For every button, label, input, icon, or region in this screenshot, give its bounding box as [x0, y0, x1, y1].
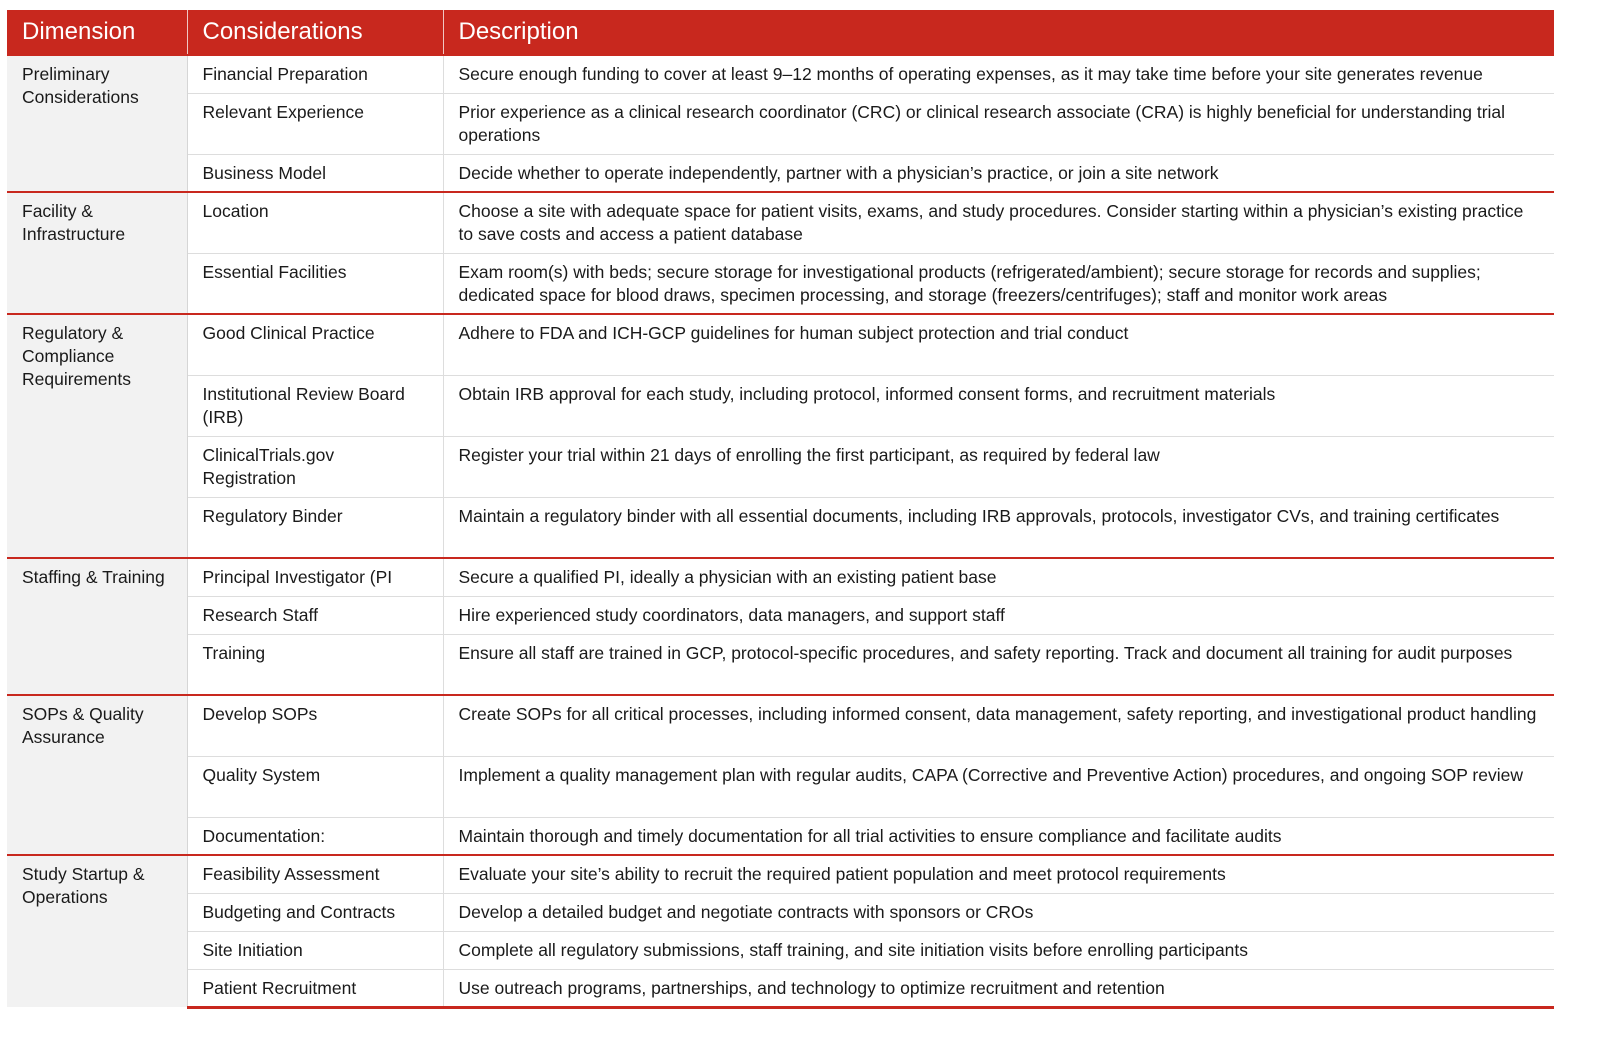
consideration-cell: Regulatory Binder: [187, 497, 443, 558]
table-row: [7, 192, 1554, 253]
description-cell: Implement a quality management plan with regular audits, CAPA (Corrective and Preventive Action) procedures, and ongoing SOP review: [443, 756, 1554, 817]
table-row: [7, 596, 1554, 634]
site-setup-table-container: [7, 10, 1554, 1009]
table-row: [7, 154, 1554, 192]
description-cell: Hire experienced study coordinators, data managers, and support staff: [443, 596, 1554, 634]
table-row: [7, 695, 1554, 756]
consideration-cell: Patient Recruitment: [187, 969, 443, 1007]
table-row: [7, 893, 1554, 931]
description-cell: Create SOPs for all critical processes, including informed consent, data management, safety reporting, and investigational product handling: [443, 695, 1554, 756]
dimension-cell: Regulatory & Compliance Requirements: [7, 314, 187, 558]
consideration-cell: Develop SOPs: [187, 695, 443, 756]
dimension-cell: Study Startup & Operations: [7, 855, 187, 1007]
dimension-cell: Facility & Infrastructure: [7, 192, 187, 314]
description-cell: Choose a site with adequate space for patient visits, exams, and study procedures. Consider starting within a physician’s existing practice to save costs and access a patient database: [443, 192, 1554, 253]
table-row: [7, 634, 1554, 695]
table-row: [7, 931, 1554, 969]
header-row: [7, 10, 1554, 55]
description-cell: Complete all regulatory submissions, staff training, and site initiation visits before enrolling participants: [443, 931, 1554, 969]
consideration-cell: Good Clinical Practice: [187, 314, 443, 375]
description-cell: Exam room(s) with beds; secure storage for investigational products (refrigerated/ambient); secure storage for records and supplies; dedicated space for blood draws, specimen processing, and storage (freezers/centrifuges); staff and monitor work areas: [443, 253, 1554, 314]
description-cell: Register your trial within 21 days of enrolling the first participant, as required by federal law: [443, 436, 1554, 497]
consideration-cell: Documentation:: [187, 817, 443, 855]
description-cell: Adhere to FDA and ICH-GCP guidelines for human subject protection and trial conduct: [443, 314, 1554, 375]
dimension-cell: Staffing & Training: [7, 558, 187, 695]
consideration-cell: Institutional Review Board (IRB): [187, 375, 443, 436]
consideration-cell: Business Model: [187, 154, 443, 192]
table-body: [7, 55, 1554, 1007]
consideration-cell: Quality System: [187, 756, 443, 817]
description-cell: Secure a qualified PI, ideally a physician with an existing patient base: [443, 558, 1554, 596]
table-row: [7, 855, 1554, 893]
description-cell: Obtain IRB approval for each study, including protocol, informed consent forms, and recruitment materials: [443, 375, 1554, 436]
description-cell: Prior experience as a clinical research coordinator (CRC) or clinical research associate (CRA) is highly beneficial for understanding trial operations: [443, 93, 1554, 154]
consideration-cell: Location: [187, 192, 443, 253]
table-row: [7, 55, 1554, 93]
consideration-cell: Training: [187, 634, 443, 695]
table-row: [7, 969, 1554, 1007]
table-row: [7, 817, 1554, 855]
table-row: [7, 253, 1554, 314]
description-cell: Maintain a regulatory binder with all essential documents, including IRB approvals, protocols, investigator CVs, and training certificates: [443, 497, 1554, 558]
table-row: [7, 497, 1554, 558]
consideration-cell: Principal Investigator (PI: [187, 558, 443, 596]
dimension-cell: SOPs & Quality Assurance: [7, 695, 187, 855]
table-row: [7, 756, 1554, 817]
table-row: [7, 314, 1554, 375]
table-header: [7, 10, 1554, 55]
header-considerations: Considerations: [187, 10, 443, 55]
table-row: [7, 558, 1554, 596]
site-setup-table: [7, 10, 1554, 1009]
description-cell: Secure enough funding to cover at least 9–12 months of operating expenses, as it may take time before your site generates revenue: [443, 55, 1554, 93]
table-row: [7, 93, 1554, 154]
consideration-cell: Relevant Experience: [187, 93, 443, 154]
table-row: [7, 375, 1554, 436]
consideration-cell: Financial Preparation: [187, 55, 443, 93]
consideration-cell: Budgeting and Contracts: [187, 893, 443, 931]
header-dimension: Dimension: [7, 10, 187, 55]
consideration-cell: Feasibility Assessment: [187, 855, 443, 893]
consideration-cell: Research Staff: [187, 596, 443, 634]
description-cell: Decide whether to operate independently, partner with a physician’s practice, or join a site network: [443, 154, 1554, 192]
description-cell: Evaluate your site’s ability to recruit the required patient population and meet protocol requirements: [443, 855, 1554, 893]
description-cell: Use outreach programs, partnerships, and technology to optimize recruitment and retention: [443, 969, 1554, 1007]
description-cell: Maintain thorough and timely documentation for all trial activities to ensure compliance and facilitate audits: [443, 817, 1554, 855]
consideration-cell: ClinicalTrials.gov Registration: [187, 436, 443, 497]
table-row: [7, 436, 1554, 497]
consideration-cell: Site Initiation: [187, 931, 443, 969]
consideration-cell: Essential Facilities: [187, 253, 443, 314]
description-cell: Ensure all staff are trained in GCP, protocol-specific procedures, and safety reporting. Track and document all training for audit purposes: [443, 634, 1554, 695]
description-cell: Develop a detailed budget and negotiate contracts with sponsors or CROs: [443, 893, 1554, 931]
header-description: Description: [443, 10, 1554, 55]
dimension-cell: Preliminary Considerations: [7, 55, 187, 192]
